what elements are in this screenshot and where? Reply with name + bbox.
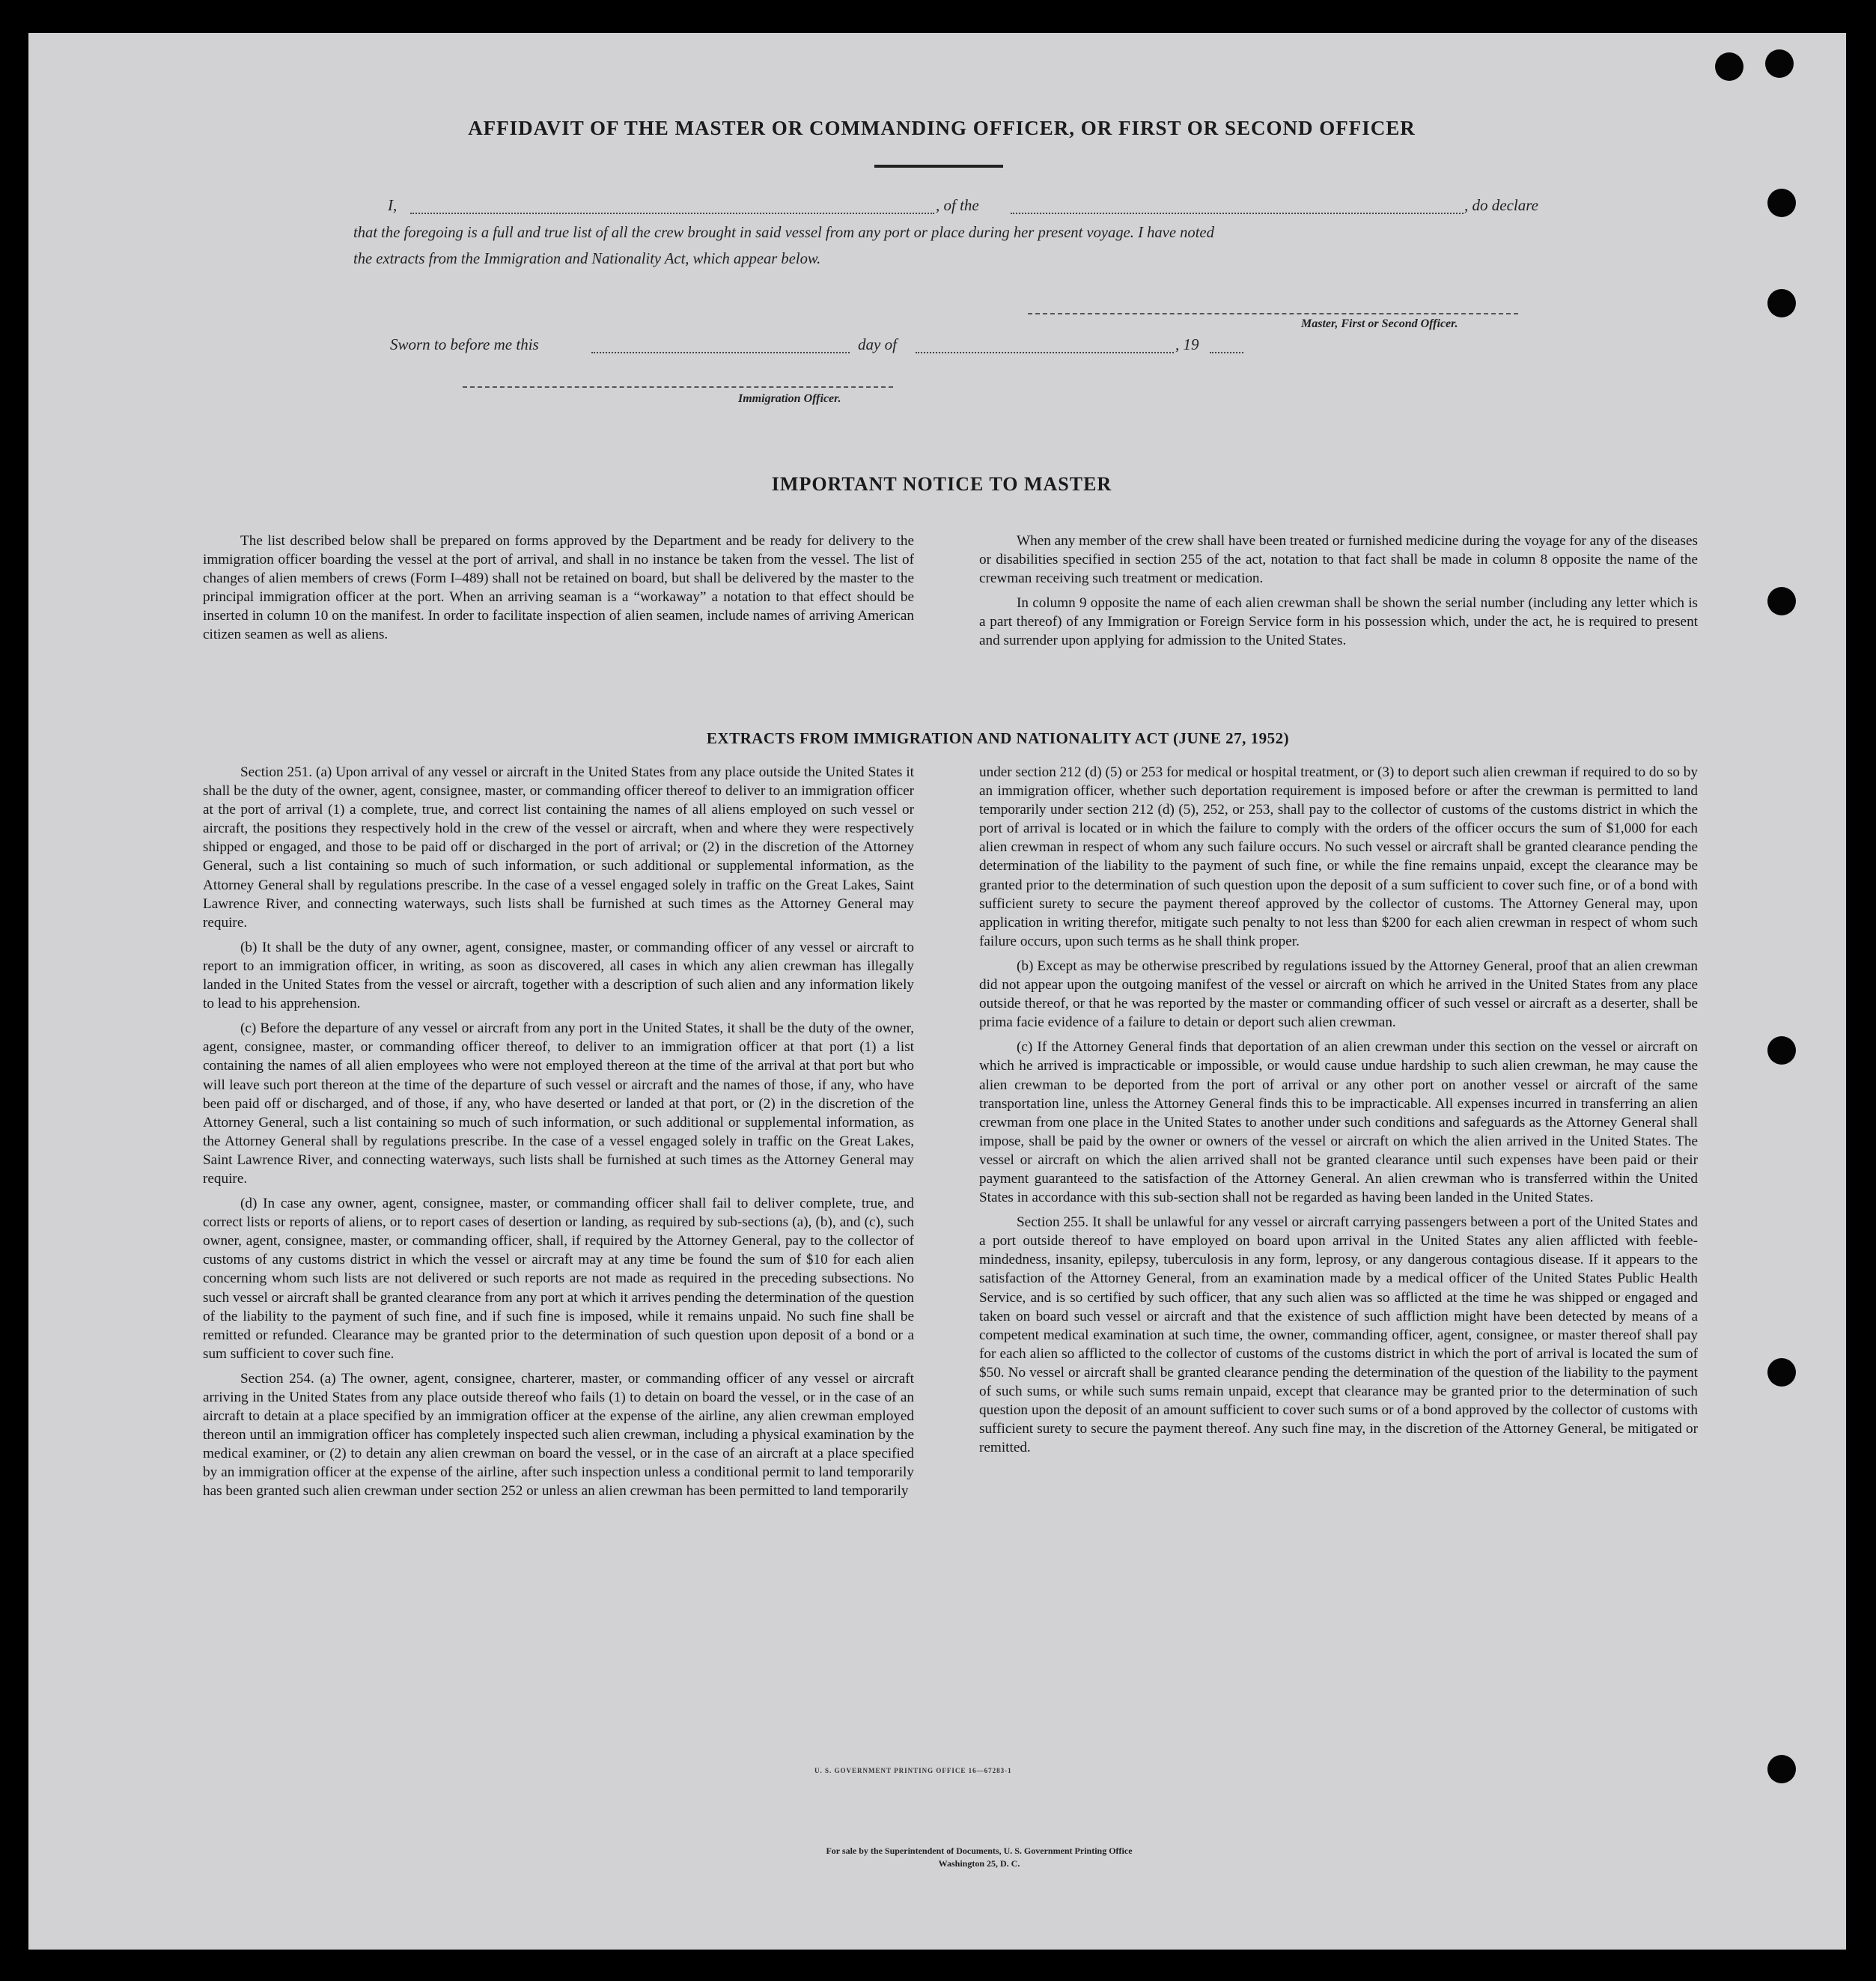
section-254-c: (c) If the Attorney General finds that deportation of an alien crewman under this section on the vessel or aircraft on which he arrived is impracticable or impossible, or would cause undue hardship to such alien crewman, he may cause the alien crewman to be deported from the port of arrival or any other port on another vessel or aircraft of the same transportation line, unless the Attorney General finds this to be impracticable. All expenses incurred in transferring an alien crewman from one place in the United States to another under such conditions and safeguards as the Attorney General shall impose, shall be paid by the owner or owners of the vessel or aircraft on which the alien arrived in the United States. The vessel or aircraft on which the alien arrived shall not be granted clearance until such expenses have been paid or their payment guaranteed to the satisfaction of the Attorney General. An alien crewman who is transferred within the United States in accordance with this sub-section shall not be regarded as having been landed in the United States. [979,1039,1698,1206]
sworn-label: Sworn to before me this [390,335,539,353]
year-label: , 19 [1175,335,1199,353]
title-rule [874,165,1003,168]
master-caption: Master, First or Second Officer. [1301,317,1458,330]
notice-left-paragraph: The list described below shall be prepared on forms approved by the Department and be ready for delivery to the immigration officer boarding the vessel at the port of arrival, and shall in no instance be taken from the vessel. The list of changes of alien members of crews (Form I–489) shall not be retained on board, but shall be delivered by the master to the principal immigration officer at the port. When an arriving seaman is a “workaway” a notation to that effect should be inserted in column 10 on the manifest. In order to facilitate inspection of alien seamen, include names of arriving American citizen seamen as well as aliens. [203,533,914,643]
extracts-title: EXTRACTS FROM IMMIGRATION AND NATIONALITY ACT (JUNE 27, 1952) [706,729,1290,747]
affidavit-declare: , do declare [1464,196,1538,214]
section-254-b: (b) Except as may be otherwise prescribed by regulations issued by the Attorney General, proof that an alien crewman did not appear upon the outgoing manifest of the vessel or aircraft on which he arrived in the United States from any place outside thereof, or that he was reported by the master or commanding officer of such vessel or aircraft as a deserter, shall be prima facie evidence of a failure to detain or deport such alien crewman. [979,958,1698,1031]
section-254-a-continued: under section 212 (d) (5) or 253 for medical or hospital treatment, or (3) to deport such alien crewman if required to do so by an immigration officer, whether such deportation requirement is imposed before or after the crewman is permitted to land temporarily under section 212 (d) (5), 252, or 253, shall pay to the collector of customs of the customs district in which the port of arrival is located or in which the failure to comply with the orders of the officer occurs the sum of $1,000 for each alien crewman in respect of whom any such failure occurs. No such vessel or aircraft shall be granted clearance pending the determination of the liability to the payment of such fine, or while the fine remains unpaid, except the clearance may be granted prior to the determination of such question upon the deposit of a sum sufficient to cover such fine, or of a bond with sufficient surety to secure the payment thereof approved by the collector of customs. The Attorney General may, upon application in writing therefor, mitigate such penalty to not less than $200 for each alien crewman in respect of whom such failure occurs, upon such terms as he shall think proper. [979,764,1698,949]
notice-title: IMPORTANT NOTICE TO MASTER [771,473,1112,495]
punch-hole [1765,49,1794,78]
printing-office-line: U. S. GOVERNMENT PRINTING OFFICE 16—67283-1 [814,1767,1012,1774]
extracts-left-column [203,763,914,1507]
affidavit-line-2: that the foregoing is a full and true list of all the crew brought in said vessel from any port or place during her present voyage. I have noted [353,225,1214,241]
notice-right-paragraph-1: When any member of the crew shall have been treated or furnished medicine during the voyage for any of the diseases or disabilities specified in section 255 of the act, notation to that fact shall be made in column 8 opposite the name of the crewman receiving such treatment or medication. [979,533,1698,587]
name-blank[interactable] [410,213,934,214]
footer-line-2: Washington 25, D. C. [938,1858,1020,1869]
punch-hole [1767,289,1796,317]
section-251-b: (b) It shall be the duty of any owner, agent, consignee, master, or commanding officer of any vessel or aircraft to report to an immigration officer, in writing, as soon as discovered, all cases in which any alien crewman has illegally landed in the United States from the vessel or aircraft, together with a description of such alien and any information likely to lead to his apprehension. [203,939,914,1012]
affidavit-title: AFFIDAVIT OF THE MASTER OR COMMANDING OFFICER, OR FIRST OR SECOND OFFICER [468,117,1416,139]
extracts-right-column [979,763,1698,1463]
affidavit-of-the: , of the [936,196,979,214]
section-254-a-start: Section 254. (a) The owner, agent, consignee, charterer, master, or commanding officer of any vessel or aircraft arriving in the United States from any place outside thereof who fails (1) to detain on board the vessel, or in the case of an aircraft to detain at a place specified by an immigration officer at the expense of the airline, any alien crewman employed thereon until an immigration officer has completely inspected such alien crewman, including a physical examination by the medical examiner, or (2) to detain any alien crewman on board the vessel, or in the case of an aircraft at a place specified by an immigration officer at the expense of the airline, after such inspection unless a conditional permit to land temporarily has been granted such alien crewman under section 252 or unless an alien crewman has been permitted to land temporarily [203,1370,914,1500]
section-251-a: Section 251. (a) Upon arrival of any vessel or aircraft in the United States from any place outside the United States it shall be the duty of the owner, agent, consignee, master, or commanding officer thereof to deliver to an immigration officer at the port of arrival (1) a complete, true, and correct list containing the names of all aliens employed on such vessel or aircraft, the positions they respectively hold in the crew of the vessel or aircraft, when and where they were respectively shipped or engaged, and those to be paid off or discharged in the port of arrival; or (2) in the discretion of the Attorney General, such a list containing so much of such information, or such additional or supplemental information, as the Attorney General shall by regulations prescribe. In the case of a vessel engaged solely in traffic on the Great Lakes, Saint Lawrence River, and connecting waterways, such lists shall be furnished at such times as the Attorney General may require. [203,764,914,931]
punch-hole [1715,52,1743,81]
affidavit-i: I, [388,196,398,214]
affidavit-line-3: the extracts from the Immigration and Nationality Act, which appear below. [353,251,821,267]
officer-signature-line[interactable] [463,386,893,388]
officer-caption: Immigration Officer. [738,392,841,405]
sworn-month-blank[interactable] [916,352,1174,353]
footer [552,1845,1406,1870]
notice-right-column [979,532,1698,657]
notice-left-column [203,532,914,651]
document-page [28,33,1846,1950]
section-251-d: (d) In case any owner, agent, consignee, master, or commanding officer shall fail to deliver complete, true, and correct lists or reports of aliens, or to report cases of desertion or landing, as required by sub-sections (a), (b), and (c), such owner, agent, consignee, master, or commanding officer, shall, if required by the Attorney General, pay to the collector of customs of any customs district in which the vessel or aircraft may at any time be found the sum of $10 for each alien concerning whom such lists are not delivered or such reports are not made as required in the preceding subsections. No such vessel or aircraft shall be granted clearance from any port at which it arrives pending the determination of the question of the liability to the payment of such fine, and if such fine is imposed, while it remains unpaid. No such fine shall be remitted or refunded. Clearance may be granted prior to the determination of such question upon deposit of a bond or a sum sufficient to cover such fine. [203,1196,914,1362]
vessel-blank[interactable] [1011,213,1464,214]
section-251-c: (c) Before the departure of any vessel or aircraft from any port in the United States, it shall be the duty of the owner, agent, consignee, master, or commanding officer thereof, to deliver to an immigration officer at that port (1) a list containing the names of all alien employees who were not employed thereon at the time of the arrival at that port but who will leave such port thereon at the time of the departure of such vessel or aircraft and the names of those, if any, who have been paid off or discharged, and of those, if any, who have deserted or landed at that port, or (2) in the discretion of the Attorney General, such a list containing so much of such information, or such additional or supplemental information, as the Attorney General shall by regulations prescribe. In the case of a vessel engaged solely in traffic on the Great Lakes, Saint Lawrence River, and connecting waterways, such lists shall be furnished at such times as the Attorney General may require. [203,1020,914,1187]
section-255: Section 255. It shall be unlawful for any vessel or aircraft carrying passengers between a port of the United States and a port outside thereof to have employed on board upon arrival in the United States any alien afflicted with feeble-mindedness, insanity, epilepsy, tuberculosis in any form, leprosy, or any dangerous contagious disease. If it appears to the satisfaction of the Attorney General, from an examination made by a medical officer of the United States Public Health Service, and is so certified by such officer, that any such alien was so afflicted at the time he was shipped or engaged and taken on board such vessel or aircraft and that the existence of such affliction might have been detected by means of a competent medical examination at such time, the owner, commanding officer, agent, consignee, or master thereof shall pay for each alien so afflicted to the collector of customs of the customs district in which the port of arrival is located the sum of $50. No vessel or aircraft shall be granted clearance pending the determination of the question of the liability to the payment of such sums, or while such sums remain unpaid, except that clearance may be granted prior to the determination of such question upon the deposit of an amount sufficient to cover such sums or of a bond approved by the collector of customs with sufficient surety to secure the payment thereof. Any such fine may, in the discretion of the Attorney General, be mitigated or remitted. [979,1214,1698,1456]
day-of-label: day of [858,335,897,353]
punch-hole [1767,189,1796,217]
notice-right-paragraph-2: In column 9 opposite the name of each alien crewman shall be shown the serial number (including any letter which is a part thereof) of any Immigration or Foreign Service form in his possession which, under the act, he is required to present and surrender upon applying for admission to the United States. [979,595,1698,649]
sworn-year-blank[interactable] [1210,352,1243,353]
punch-hole [1767,1358,1796,1387]
punch-hole [1767,1036,1796,1065]
sworn-day-blank[interactable] [591,352,850,353]
footer-line-1: For sale by the Superintendent of Documents, U. S. Government Printing Office [826,1845,1133,1856]
master-signature-line[interactable] [1028,313,1518,314]
punch-hole [1767,587,1796,615]
punch-hole [1767,1755,1796,1783]
